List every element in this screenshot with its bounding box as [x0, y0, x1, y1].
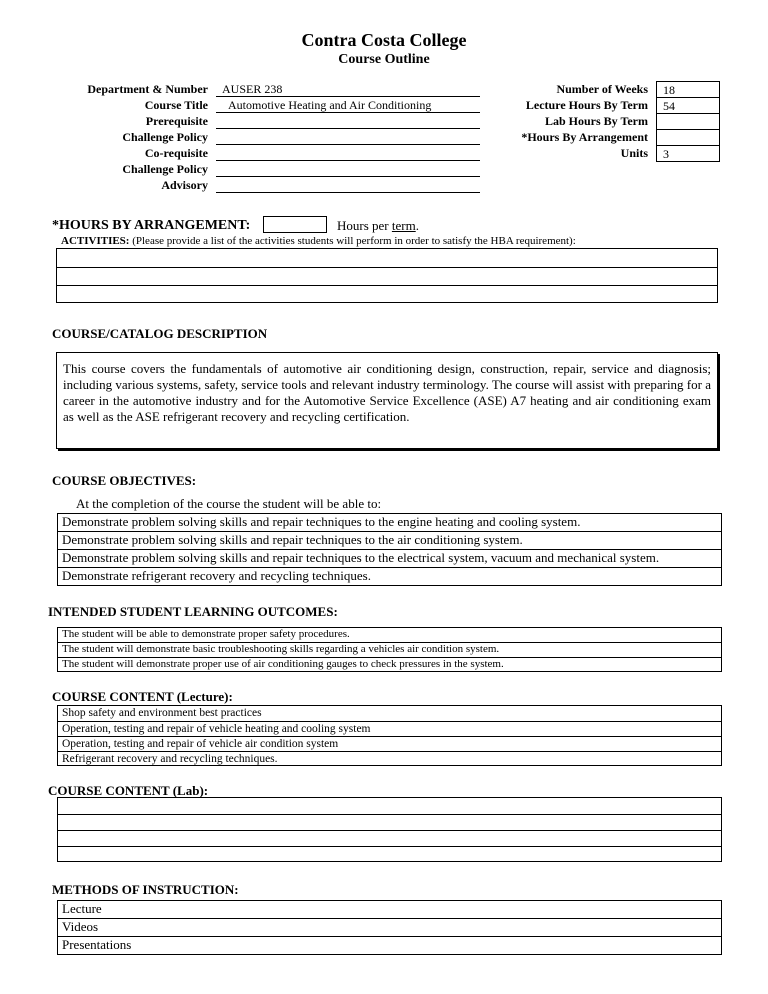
- lab-content-row[interactable]: [58, 798, 721, 814]
- method-item: Lecture: [62, 901, 102, 916]
- label-department-number: Department & Number: [87, 82, 208, 96]
- content-lab-table[interactable]: [57, 797, 722, 862]
- outcomes-heading: INTENDED STUDENT LEARNING OUTCOMES:: [48, 604, 338, 619]
- course-outline-subtitle: Course Outline: [338, 52, 430, 67]
- catalog-heading: COURSE/CATALOG DESCRIPTION: [52, 326, 268, 341]
- challenge-policy-field-1[interactable]: [216, 129, 480, 145]
- method-item: Videos: [58, 918, 721, 936]
- prerequisite-field[interactable]: [216, 113, 480, 129]
- department-number-field[interactable]: AUSER 238: [216, 81, 480, 97]
- outcome-item: The student will demonstrate proper use of air conditioning gauges to check pressures in the system.: [58, 657, 721, 672]
- label-number-of-weeks: Number of Weeks: [556, 82, 648, 96]
- lecture-content-item: Operation, testing and repair of vehicle heating and cooling system: [58, 721, 721, 736]
- hba-heading: *HOURS BY ARRANGEMENT:: [52, 218, 251, 233]
- label-challenge-policy-2: Challenge Policy: [122, 162, 208, 176]
- objective-item: Demonstrate problem solving skills and repair techniques to the electrical system, vacuum and mechanical system.: [58, 549, 721, 567]
- challenge-policy-field-2[interactable]: [216, 161, 480, 177]
- label-lab-hours: Lab Hours By Term: [544, 114, 648, 128]
- lecture-content-item: Shop safety and environment best practices: [62, 707, 262, 719]
- activities-instructions: ACTIVITIES: (Please provide a list of the activities students will perform in order to satisfy the HBA requirement):: [61, 235, 576, 247]
- lab-hours-field[interactable]: [657, 113, 719, 129]
- course-title-field[interactable]: Automotive Heating and Air Conditioning: [216, 97, 480, 113]
- content-lecture-table: [57, 705, 722, 766]
- label-advisory: Advisory: [161, 178, 208, 192]
- activities-row[interactable]: [57, 249, 717, 267]
- objective-item: Demonstrate problem solving skills and repair techniques to the air conditioning system.: [58, 531, 721, 549]
- content-lecture-heading: COURSE CONTENT (Lecture):: [52, 689, 233, 704]
- objectives-table: [57, 513, 722, 586]
- hba-hours-field[interactable]: [657, 129, 719, 145]
- advisory-field[interactable]: [216, 177, 480, 193]
- outcome-item: The student will demonstrate basic troubleshooting skills regarding a vehicles air condition system.: [58, 642, 721, 657]
- catalog-description: This course covers the fundamentals of automotive air conditioning design, construction, repair, service and diagnosis; including various systems, safety, service tools and relevant industry terminology. The course will assist with preparing for a career in the automotive industry and for the Automotive Service Excellence (ASE) A7 heating and air conditioning exam as well as the ASE refrigerant recovery and recycling certification.: [56, 352, 718, 449]
- lab-content-row[interactable]: [58, 846, 721, 861]
- activities-table[interactable]: [56, 248, 718, 303]
- lab-content-row[interactable]: [58, 814, 721, 830]
- label-prerequisite: Prerequisite: [145, 114, 208, 128]
- hours-per-term-text: Hours per term.: [337, 218, 419, 233]
- objective-item: Demonstrate problem solving skills and repair techniques to the engine heating and cooling system.: [62, 514, 581, 529]
- activities-row[interactable]: [57, 285, 717, 302]
- label-challenge-policy-1: Challenge Policy: [122, 130, 208, 144]
- units-field[interactable]: 3: [657, 145, 719, 161]
- lab-content-row[interactable]: [58, 830, 721, 846]
- left-field-values: [216, 81, 480, 193]
- label-hours-by-arrangement: *Hours By Arrangement: [521, 130, 648, 144]
- objective-item: Demonstrate refrigerant recovery and recycling techniques.: [58, 567, 721, 585]
- label-lecture-hours: Lecture Hours By Term: [525, 98, 648, 112]
- label-course-title: Course Title: [144, 98, 208, 112]
- hba-hours-input[interactable]: [263, 216, 327, 233]
- content-lab-heading: COURSE CONTENT (Lab):: [48, 783, 209, 798]
- label-co-requisite: Co-requisite: [144, 146, 208, 160]
- objectives-intro: At the completion of the course the student will be able to:: [76, 496, 382, 511]
- lecture-content-item: Operation, testing and repair of vehicle air condition system: [58, 736, 721, 751]
- outcome-item: The student will be able to demonstrate proper safety procedures.: [62, 628, 350, 640]
- activities-row[interactable]: [57, 267, 717, 285]
- lecture-hours-field[interactable]: 54: [657, 97, 719, 113]
- right-field-values: [656, 81, 720, 162]
- methods-table: [57, 900, 722, 955]
- weeks-field[interactable]: 18: [663, 83, 675, 97]
- college-title: Contra Costa College: [301, 30, 467, 50]
- outcomes-table: [57, 627, 722, 672]
- method-item: Presentations: [58, 936, 721, 954]
- left-field-labels: [40, 81, 208, 193]
- lecture-content-item: Refrigerant recovery and recycling techniques.: [58, 751, 721, 766]
- objectives-heading: COURSE OBJECTIVES:: [52, 473, 197, 488]
- label-units: Units: [620, 146, 648, 160]
- co-requisite-field[interactable]: [216, 145, 480, 161]
- right-field-labels: [500, 81, 648, 161]
- methods-heading: METHODS OF INSTRUCTION:: [52, 882, 239, 897]
